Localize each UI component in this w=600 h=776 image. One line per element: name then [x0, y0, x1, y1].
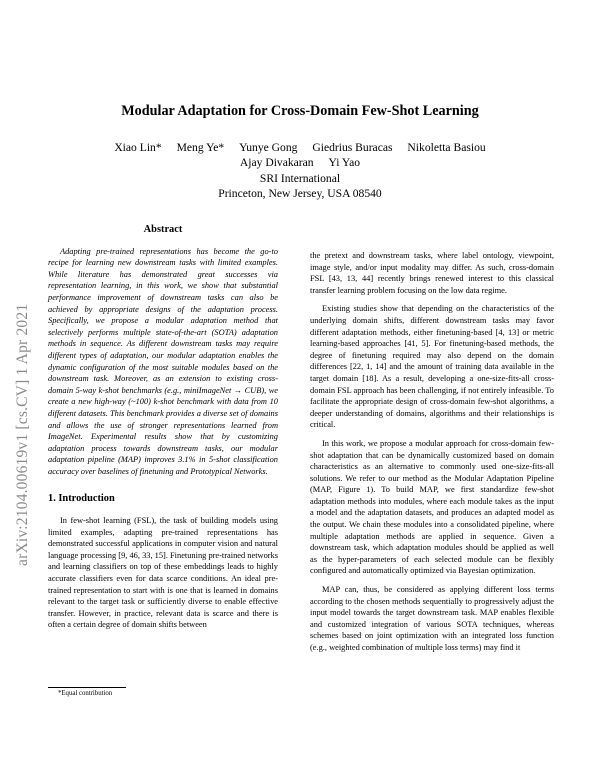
affiliation: SRI International: [259, 171, 341, 185]
body-paragraph: In this work, we propose a modular approach for cross-domain few-shot adaptation that can be dynamically customized based on domain characteristics as an alternative to commonly used one-size-fits-all solutions. We refer to our method as the Modular Adaptation Pipeline (MAP, Figure 1). To build MAP, we first standardize few-shot adaptation methods into modules, where each module takes as the input a model and the adaptation datasets, and produces an adapted model as the output. We chain these modules into a consolidated pipeline, where multiple adaptation methods are applied in sequence. Given a downstream task, which adaptation modules should be applied as well as the hyper-parameters of each selected module can be flexibly configured and automatically optimized via Bayesian optimization.: [310, 438, 554, 576]
body-paragraph: Existing studies show that depending on the characteristics of the underlying domain shifts, different downstream tasks may favor different adaptation methods, either finetuning-based [4, 13] or metric learning-based approaches [41, 5]. For finetuning-based methods, the degree of finetuning required may also depend on the domain differences [22, 1, 14] and the amount of training data available in the target domain [18]. As a result, developing a one-size-fits-all cross-domain FSL approach has been challenging, if not entirely infeasible. To facilitate the appropriate design of cross-domain few-shot algorithms, a deeper understanding of domains, algorithms and their relationships is critical.: [310, 304, 554, 430]
author-block: [0, 140, 600, 202]
address: Princeton, New Jersey, USA 08540: [218, 187, 382, 201]
author-name: Ajay Divakaran: [239, 156, 314, 170]
paper-title: Modular Adaptation for Cross-Domain Few-Shot Learning: [121, 103, 479, 119]
abstract-text: Adapting pre-trained representations has become the go-to recipe for learning new downstream tasks with limited examples. While literature has demonstrated great successes via representation learning, in this work, we show that substantial performance improvement of downstream tasks can also be achieved by appropriate designs of the adaptation process. Specifically, we propose a modular adaptation method that selectively performs multiple state-of-the-art (SOTA) adaptation methods in sequence. As different downstream tasks may require different types of adaptation, our modular adaptation enables the dynamic configuration of the most suitable modules based on the downstream task. Moreover, as an extension to existing cross-domain 5-way k-shot benchmarks (e.g., miniImageNet → CUB), we create a new high-way (~100) k-shot benchmark with data from 10 different datasets. This benchmark provides a diverse set of domains and allows the use of stronger representations learned from ImageNet. Experimental results show that by customizing adaptation process towards downstream tasks, our modular adaptation pipeline (MAP) improves 3.1% in 5-shot classification accuracy over baselines of finetuning and Prototypical Networks.: [48, 246, 278, 476]
footnote: *Equal contribution: [58, 690, 113, 697]
arxiv-identifier-stamp: arXiv:2104.00619v1 [cs.CV] 1 Apr 2021: [14, 303, 31, 566]
body-paragraph: MAP can, thus, be considered as applying different loss terms according to the chosen methods sequentially to progressively adjust the input model towards the target downstream task. MAP enables flexible and customized integration of various SOTA techniques, whereas schemes based on joint optimization with an integrated loss function (e.g., weighted combination of multiple loss terms) may find it: [310, 585, 554, 652]
introduction-heading: 1. Introduction: [48, 493, 115, 505]
abstract-heading: Abstract: [143, 224, 183, 235]
author-name: Nikoletta Basiou: [407, 141, 486, 154]
author-line-2: [0, 155, 600, 170]
author-name: Giedrius Buracas: [312, 141, 393, 154]
author-name: Xiao Lin*: [114, 141, 162, 154]
footnote-divider: [48, 687, 126, 688]
right-column: [310, 250, 554, 661]
author-name: Meng Ye*: [176, 141, 225, 154]
left-column: [48, 224, 278, 638]
intro-paragraph: In few-shot learning (FSL), the task of building models using limited examples, adapting pre-trained representations has demonstrated successful applications in computer vision and natural language processing [9, 46, 33, 15]. Finetuning pre-trained networks and learning classifiers on top of these embeddings leads to highly accurate classifiers even for data scarce conditions. An ideal pre-trained representation to start with is one that is learned in domains relevant to the target task or sufficiently diverse to enable effective transfer. However, in practice, relevant data is scarce and there is often a certain degree of domain shifts between: [48, 516, 278, 630]
author-line-1: [0, 140, 600, 155]
author-name: Yi Yao: [328, 156, 361, 170]
author-name: Yunye Gong: [239, 141, 298, 154]
body-paragraph: the pretext and downstream tasks, where label ontology, viewpoint, image style, and/or input modality may differ. As such, cross-domain FSL [43, 13, 44] recently brings renewed interest to this classical transfer learning problem focusing on the low data regime.: [310, 251, 554, 295]
